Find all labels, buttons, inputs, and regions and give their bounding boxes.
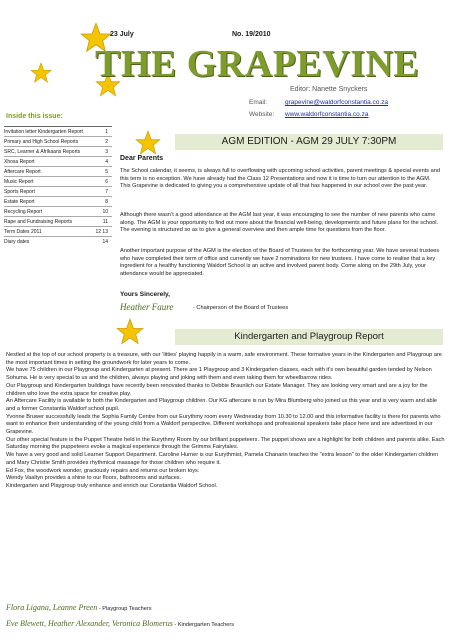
toc-heading: Inside this issue: xyxy=(6,113,63,120)
toc-row xyxy=(4,167,112,177)
toc-row xyxy=(4,187,112,197)
report-paragraph: We have a very good and solid Learner Support Department. Caroline Hurner is our Eurythmist, Pamela Chanarin teaches the "extra lesson" to the older Kindergarten children and Mary Christie Smith provides rhythmical massage for those children who require it. xyxy=(6,452,439,466)
toc-page: 10 xyxy=(102,209,108,215)
email-link[interactable]: grapevine@waldorfconstantia.co.za xyxy=(285,99,389,106)
toc-page: 8 xyxy=(105,199,108,205)
toc-label: Rape and Fundraising Reports xyxy=(4,218,73,225)
issue-number: No. 19/2010 xyxy=(232,31,271,38)
toc-row xyxy=(4,237,112,246)
toc-label: Primary and High School Reports xyxy=(4,138,79,145)
report-paragraph: Nestled at the top of our school property is a treasure, with our ‘litties’ playing happily in a warm, safe environment. These formative years in the Kindergarten and Playgroup are the most important times in setting the groundwork for later years to come. xyxy=(6,352,442,366)
toc-row xyxy=(4,127,112,137)
teacher-names: Eve Blewett, Heather Alexander, Veronica Blomerus xyxy=(6,619,173,628)
report-paragraph: Yvonne Bruwer successfully leads the Sophia Family Centre from our Eurythmy room every Wednesday from 10.30 to 12.00 and this informative facility is there for parents who want to enhance their understanding of the young child from a Waldorf perspective. Different workshops and professional speakers take place here and are advertised in our Grapevine. xyxy=(6,413,441,436)
toc-label: Invitation letter Kindergarten Report xyxy=(4,128,83,135)
kindergarten-teachers xyxy=(6,619,234,628)
toc-label: SRC, Learner & Afrikaans Reports xyxy=(4,148,81,155)
toc-page: 1 xyxy=(105,129,108,135)
toc-label: Music Report xyxy=(4,178,34,185)
toc-page: 12 13 xyxy=(95,229,108,235)
toc-row xyxy=(4,197,112,207)
toc-page: 6 xyxy=(105,179,108,185)
report-paragraph: Our other special feature is the Puppet Theatre held in the Eurythmy Room by our brilliant puppeteers. The puppet shows are a highlight for both children and parents alike. Each Saturday morning the puppeteers evoke a magical experience through the Grimms Fairytales. xyxy=(6,436,445,451)
report-paragraph: Our Playgroup and Kindergarten buildings have recently been renovated thanks to Debbie Braunlich our Estate Manager. They are looking very smart and are a joy for the children who love the extra space for creative play. xyxy=(6,382,428,397)
toc-page: 2 xyxy=(105,139,108,145)
toc-row xyxy=(4,177,112,187)
star-icon xyxy=(30,62,52,84)
report-paragraph: We have 75 children in our Playgroup and Kindergarten at present. There are 1 Playgroup and 3 Kindergarten classes, each with it’s own beautiful garden tended by Nelson Sohuma. He is very special to us and the children, always playing and joking with them and even taking them for wheelbarrow rides. xyxy=(6,367,432,382)
report-paragraph: Ed Fox, the woodwork wonder, graciously repairs and returns our broken toys. xyxy=(6,467,200,474)
toc-label: Aftercare Report xyxy=(4,168,41,175)
signature: Heather Faure xyxy=(120,302,174,312)
agm-banner: AGM EDITION - AGM 29 JULY 7:30PM xyxy=(175,134,443,150)
toc-label: Recycling Report xyxy=(4,208,43,215)
toc-page: 3 xyxy=(105,149,108,155)
toc-page: 14 xyxy=(102,239,108,245)
toc-page: 4 xyxy=(105,159,108,165)
toc-row xyxy=(4,217,112,227)
toc-page: 7 xyxy=(105,189,108,195)
kindergarten-banner: Kindergarten and Playgroup Report xyxy=(175,329,443,345)
toc-row xyxy=(4,147,112,157)
star-icon xyxy=(135,130,161,156)
editor-credit: Editor: Nanette Snyckers xyxy=(290,86,368,93)
toc-row xyxy=(4,227,112,237)
toc-row xyxy=(4,207,112,217)
toc-page: 11 xyxy=(102,219,108,225)
salutation: Dear Parents xyxy=(120,155,164,162)
agm-paragraph: Although there wasn’t a good attendance at the AGM last year, it was encouraging to see the number of new parents who came along. The AGM is your opportunity to find out more about the financial well-being, developments and future plans for the school. The evening is structured so as to give a general overview and then ample time for questions from the floor. xyxy=(120,212,438,234)
report-paragraph: Wendy Vaaltyn provides a shine to our floors, bathrooms and surfaces. xyxy=(6,475,182,482)
report-paragraph: Kindergarten and Playgroup truly enhance and enrich our Constantia Waldorf School. xyxy=(6,482,218,489)
email-label: Email: xyxy=(249,99,268,106)
website-link[interactable]: www.waldorfconstantia.co.za xyxy=(285,111,369,118)
masthead-title: THE GRAPEVINE xyxy=(95,43,420,85)
toc-label: Estate Report xyxy=(4,198,35,205)
toc-label: Diary dates xyxy=(4,238,30,245)
report-paragraph: An Aftercare Facility is available to both the Kindergarten and Playgroup children. Our KG aftercare is run by Mira Blumberg who joined us this year and is very warm and able and a former Constantia Waldorf school pupil. xyxy=(6,398,437,412)
table-of-contents xyxy=(4,126,112,246)
toc-label: Xhosa Report xyxy=(4,158,35,165)
toc-label: Term Dates 2011 xyxy=(4,228,42,235)
toc-page: 5 xyxy=(105,169,108,175)
toc-row xyxy=(4,137,112,147)
star-icon xyxy=(116,318,144,346)
issue-date: 23 July xyxy=(110,31,134,38)
closing: Yours Sincerely, xyxy=(120,291,170,298)
website-label: Website: xyxy=(249,111,275,118)
kindergarten-report xyxy=(6,352,446,491)
teacher-role: - Playgroup Teachers xyxy=(98,606,152,612)
toc-row xyxy=(4,157,112,167)
agm-paragraph: Another important purpose of the AGM is the election of the Board of Trustees for the forthcoming year. We have several trustees who have completed their term of office and currently we have 2 nominations for new trustees. I have come to realise that a key ingredient for a healthy functioning Waldorf School is an active and involved parent body. Come along on the 29th July, your attendance would be appreciated. xyxy=(120,248,440,277)
signature-role: - Chairperson of the Board of Trustees xyxy=(193,305,289,311)
agm-paragraph: The School calendar, it seems, is always full to overflowing with upcoming school activities, parent meetings & special events and this term is no exception. We have already had the Class 12 Presentations and now it is time to turn our attention to the AGM. This Grapevine is dedicated to giving you a comprehensive update of all that has happened in our school over the past year. xyxy=(120,168,440,190)
toc-label: Sports Report xyxy=(4,188,35,195)
teacher-role: - Kindergarten Teachers xyxy=(174,622,235,628)
playgroup-teachers xyxy=(6,603,152,612)
teacher-names: Flora Ligana, Leanne Preen xyxy=(6,603,98,612)
